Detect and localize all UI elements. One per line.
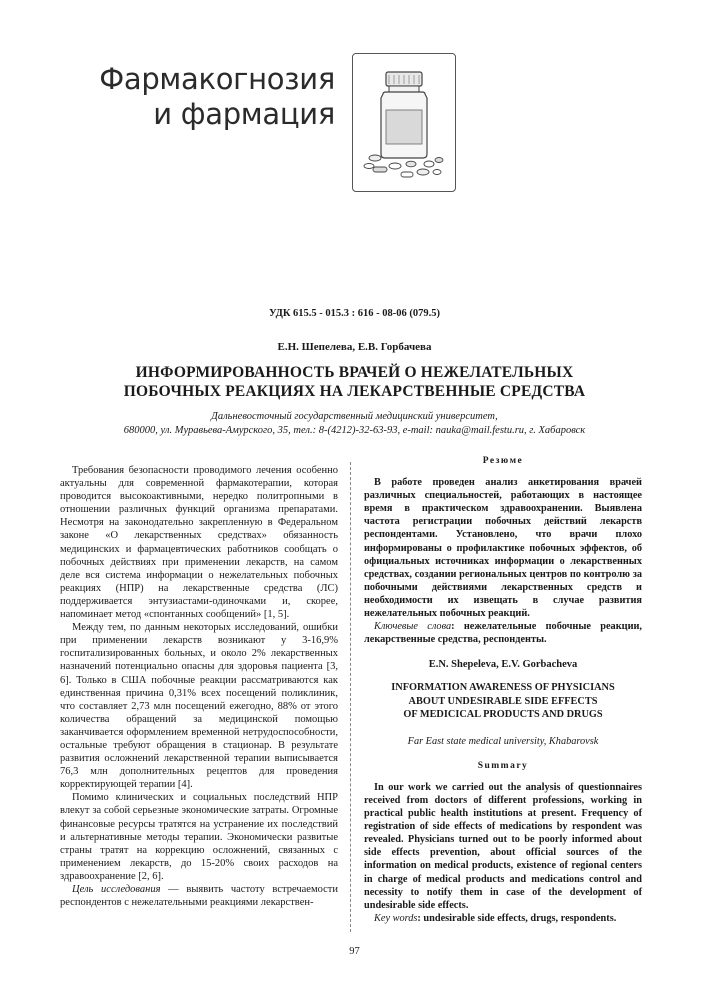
body-column [60,464,338,909]
english-authors: E.N. Shepeleva, E.V. Gorbacheva [428,659,578,671]
english-title-line-1: INFORMATION AWARENESS OF PHYSICIANS [391,682,615,694]
english-title-line-2: ABOUT UNDESIRABLE SIDE EFFECTS [408,695,598,707]
english-affiliation: Far East state medical university, Khabarovsk [407,735,599,747]
summary-heading: Summary [477,760,529,771]
body-paragraph-3: Помимо клинических и социальных последствий НПР влекут за собой серьезные экономические затраты. Огромные финансовые ресурсы тратятся на устранение их последствий и альтернативные методы терапии. Экономически развитые страны тратят на коррекцию осложнений, связанных с применением лекарств, до 15-20% своих расходов на здравоохранение [2, 6]. [60,792,338,882]
english-title-line-3: OF MEDICICAL PRODUCTS AND DRUGS [403,708,603,720]
keywords-en-label: Key words [374,912,418,924]
pill-bottle-logo [352,53,456,192]
abstract-ru-text: В работе проведен анализ анкетирования врачей различных специальностей, работающих в настоящее время в практическом здравоохранении. Выявлена частота регистрации побочных действий лекарств респондентами. Установлено, что врачи плохо информированы о профилактике побочных эффектов, об официальных источниках информации о лекарственных средствах, создании региональных центров по контролю за побочными действиями лекарственных средств и необходимости их извещать в случае развития нежелательных побочных реакций. [364,477,642,620]
body-paragraph-4 [60,883,338,909]
abstract-ru-heading: Резюме [482,456,524,466]
affiliation-line-1: Дальневосточный государственный медицинский университет, [211,411,498,422]
journal-title [99,62,335,132]
keywords-ru [364,620,642,646]
study-aim-label: Цель исследования [72,884,161,895]
journal-title-line-2: и фармация [153,97,335,131]
body-paragraph-2: Между тем, по данным некоторых исследований, ошибки при применении лекарств возникают у 3-16,9% госпитализированных больных, и около 2% лекарственных назначений потенциально опасны для здоровья пациента [3, 6]. Только в США побочные реакции рассматриваются как единственная причина 0,31% всех посещений поликлиник, что составляет 2,73 млн посещений ежегодно, 88% от этого количества обращений за медицинской помощью заканчивается оформлением временной нетрудоспособности, остальные требуют обращения в стационар. В результате развития осложнений лекарственной терапии выписывается 76,3 млн дополнительных рецептов для проведения корректирующей терапии [4]. [60,622,338,791]
english-title [364,681,642,720]
column-divider [350,462,351,932]
abstract-column [364,455,642,925]
keywords-en [364,912,642,925]
article-title-line-2: ПОБОЧНЫХ РЕАКЦИЯХ НА ЛЕКАРСТВЕННЫЕ СРЕДСТВА [123,383,586,400]
summary-text: In our work we carried out the analysis of questionnaires received from doctors of different professions, working in practical public health institutions at present. Frequency of registration of side effects of medications by respondent was revealed. Physicians turned out to be poorly informed about side effects prevention, about official sources of the information on medical products, existence of regional centers in charge of medical products and medications control and necessity to notify them in case of the development of undesirable side effects. [364,781,642,911]
keywords-ru-label: Ключевые слова [374,621,452,633]
udk-code: УДК 615.5 - 015.3 : 616 - 08-06 (079.5) [268,308,441,319]
article-authors: Е.Н. Шепелева, Е.В. Горбачева [277,341,432,353]
pill-bottle-icon [353,54,455,191]
body-paragraph-1: Требования безопасности проводимого лечения особенно актуальны для современной фармакотерапии, которая проводится высокоактивными, нередко политропными в отношении различных функций организма препаратами. Несмотря на законодательно закрепленную в Федеральном законе «О лекарственных средствах» обязанность медицинских и фармацевтических работников сообщать о побочных действиях при применении лекарств, на самом деле вся система информации о нежелательных побочных реакциях (НПР) на лекарственные средства (ЛС) поддерживается энтузиастами-одиночками и, скорее, напоминает метод «спонтанных сообщений» [1, 5]. [60,465,338,621]
keywords-en-value: : undesirable side effects, drugs, respondents. [417,912,617,924]
article-title [0,363,709,401]
keywords-ru-value: : нежелательные побочные реакции, лекарственные средства, респонденты. [364,621,643,646]
article-title-line-1: ИНФОРМИРОВАННОСТЬ ВРАЧЕЙ О НЕЖЕЛАТЕЛЬНЫХ [135,364,574,381]
affiliation-line-2: 680000, ул. Муравьева-Амурского, 35, тел.: 8-(4212)-32-63-93, e-mail: nauka@mail.festu.ru, г. Хабаровск [123,425,586,436]
study-aim-text: — выявить частоту встречаемости респондентов с нежелательными реакциями лекарствен- [60,884,338,909]
page-number: 97 [349,946,360,957]
article-affiliation [0,410,709,438]
journal-title-line-1: Фармакогнозия [99,62,335,96]
